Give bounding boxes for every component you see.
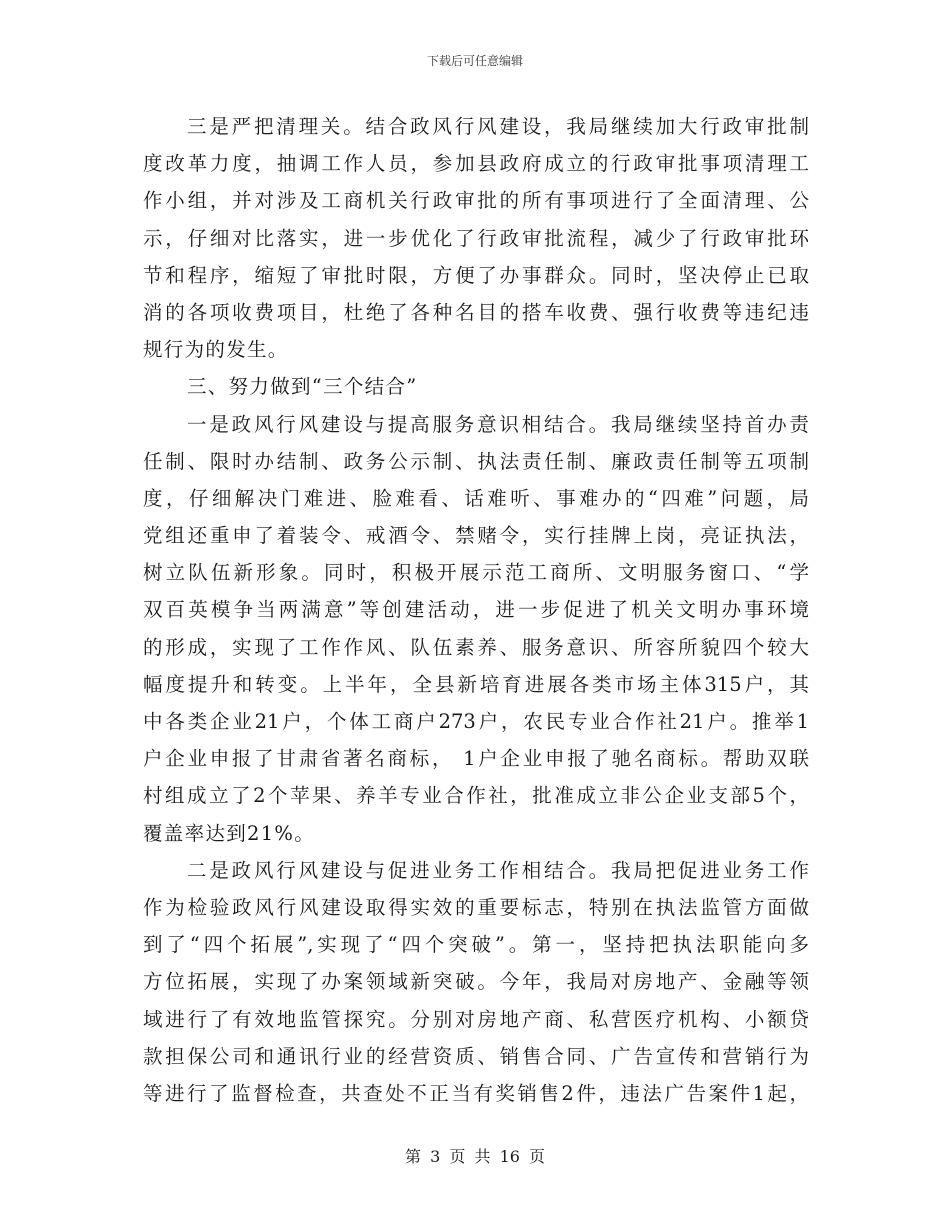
text-line: 度改革力度，抽调工作人员，参加县政府成立的行政审批事项清理工: [143, 152, 809, 176]
text-line: 党组还重申了着装令、戒酒令、禁赌令，实行挂牌上岗，亮证执法，: [143, 524, 809, 548]
text-line: 作为检验政风行风建设取得实效的重要标志，特别在执法监管方面做: [143, 895, 809, 919]
text-line: 到了“四个拓展”,实现了“四个突破”。第一，坚持把执法职能向多: [143, 933, 809, 957]
paragraph: [143, 108, 809, 368]
text-line: 户企业申报了甘肃省著名商标， 1户企业申报了驰名商标。帮助双联: [143, 747, 809, 771]
text-line: 节和程序，缩短了审批时限，方便了办事群众。同时，坚决停止已取: [143, 263, 809, 287]
total-pages: 16: [499, 1147, 520, 1166]
footer-label-ye: 页: [449, 1147, 466, 1166]
text-line: 覆盖率达到21%。: [143, 821, 316, 845]
page-footer: [0, 1146, 950, 1168]
page-header: 下载后可任意编辑: [426, 54, 523, 68]
footer-label-gong: 共: [474, 1147, 491, 1166]
paragraph: [143, 406, 809, 852]
text-line: 任制、限时办结制、政务公示制、执法责任制、廉政责任制等五项制: [143, 449, 809, 473]
text-line: 中各类企业21户，个体工商户273户，农民专业合作社21户。推举1: [143, 710, 809, 733]
current-page-number: 3: [430, 1147, 441, 1166]
text-line: 款担保公司和通讯行业的经营资质、销售合同、广告宣传和营销行为: [143, 1044, 809, 1068]
footer-label-di: 第: [404, 1147, 421, 1166]
text-line: 度，仔细解决门难进、脸难看、话难听、事难办的“四难”问题，局: [143, 486, 809, 510]
document-body: [143, 108, 809, 1112]
paragraph: [143, 852, 809, 1112]
text-line: 的形成，实现了工作作风、队伍素养、服务意识、所容所貌四个较大: [143, 635, 809, 659]
text-line: 示，仔细对比落实，进一步优化了行政审批流程，减少了行政审批环: [143, 226, 809, 250]
text-line: 三是严把清理关。结合政风行风建设，我局继续加大行政审批制: [187, 115, 809, 138]
text-line: 三、努力做到“三个结合”: [187, 375, 418, 399]
text-line: 规行为的发生。: [143, 338, 289, 362]
section-heading: [143, 368, 809, 405]
text-line: 方位拓展，实现了办案领域新突破。今年，我局对房地产、金融等领: [143, 970, 809, 994]
text-line: 作小组，并对涉及工商机关行政审批的所有事项进行了全面清理、公: [143, 189, 809, 213]
text-line: 村组成立了2个苹果、养羊专业合作社，批准成立非公企业支部5个，: [143, 784, 809, 808]
text-line: 树立队伍新形象。同时，积极开展示范工商所、文明服务窗口、“学: [143, 561, 809, 585]
text-line: 一是政风行风建设与提高服务意识相结合。我局继续坚持首办责: [187, 412, 809, 436]
text-line: 域进行了有效地监管探究。分别对房地产商、私营医疗机构、小额贷: [143, 1007, 809, 1031]
text-line: 双百英模争当两满意”等创建活动，进一步促进了机关文明办事环境: [143, 598, 809, 622]
footer-label-ye-2: 页: [529, 1147, 546, 1166]
text-line: 二是政风行风建设与促进业务工作相结合。我局把促进业务工作: [187, 858, 809, 882]
text-line: 幅度提升和转变。上半年，全县新培育进展各类市场主体315户，其: [143, 672, 809, 696]
text-line: 等进行了监督检查，共查处不正当有奖销售2件，违法广告案件1起，: [143, 1081, 809, 1105]
text-line: 消的各项收费项目，杜绝了各种名目的搭车收费、强行收费等违纪违: [143, 300, 809, 324]
